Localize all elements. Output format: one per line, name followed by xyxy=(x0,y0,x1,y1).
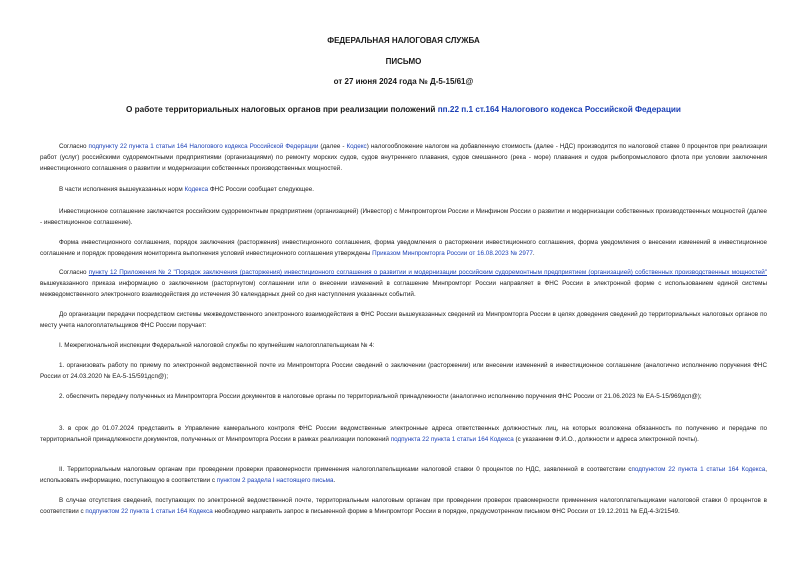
p11-text-1: II. Территориальным налоговым органам при проведении проверки правомерности применения налогоплательщиками налоговой ставки 0 процентов по НДС, заявленной в соответствии с xyxy=(59,466,632,473)
p2-text-1: В части исполнения вышеуказанных норм xyxy=(59,186,185,193)
p12-text-2: необходимо направить запрос в письменной форме в Минпромторг России в порядке, предусмотренном письмом ФНС России от 19.12.2011 № ЕД-4-3/21549. xyxy=(212,508,680,515)
p11-text-2: , использовать информацию, поступающую в соответствии с xyxy=(40,466,767,484)
p11-text-3: . xyxy=(333,477,336,484)
paragraph-10 xyxy=(40,423,767,445)
p10-code-article-link[interactable]: подпункта 22 пункта 1 статьи 164 Кодекса xyxy=(390,436,514,443)
p10-text-2: (с указанием Ф.И.О., должности и адреса электронной почты). xyxy=(513,436,699,443)
org-heading: ФЕДЕРАЛЬНАЯ НАЛОГОВАЯ СЛУЖБА xyxy=(327,36,480,45)
title-code-link[interactable]: пп.22 п.1 ст.164 Налогового кодекса Российской Федерации xyxy=(437,105,681,114)
date-number-heading: от 27 июня 2024 года № Д-5-15/61@ xyxy=(333,77,474,86)
p5-appendix-link[interactable]: пункту 12 Приложения № 2 "Порядок заключения (расторжения) инвестиционного соглашения о развитии и модернизации российским судоремонтным предприятием (организацией) собственных производственных мощностей" xyxy=(88,269,768,276)
paragraph-6 xyxy=(40,309,767,331)
p1-text-2: (далее - xyxy=(318,143,347,150)
p1-text-3: ) налогообложение налогом на добавленную стоимость (далее - НДС) производится по налоговой ставке 0 процентов при реализации работ (услуг) российскими судоремонтными предприятиями (организациями) по ремонту морских судов, судов внутреннего плавания, судов смешанного (река - море) плавания и судов рыбопромыслового флота при условии заключения инвестиционного соглашения о развитии и модернизации собственных производственных мощностей. xyxy=(40,143,768,172)
p1-text-1: Согласно xyxy=(59,143,89,150)
p4-order-link[interactable]: Приказом Минпромторга России от 16.08.2023 № 2977 xyxy=(372,250,533,257)
p9-text-1: 2. обеспечить передачу полученных из Минпромторга России документов в налоговые органы по территориальной принадлежности (аналогично исполнению поручения ФНС России от 21.06.2023 № ЕА-5-15/969дсп@); xyxy=(59,393,702,400)
title-prefix: О работе территориальных налоговых органов при реализации положений xyxy=(126,105,438,114)
p12-code-article-link[interactable]: подпунктом 22 пункта 1 статьи 164 Кодекса xyxy=(85,508,213,515)
paragraph-8 xyxy=(40,360,767,382)
p10-text-1: 3. в срок до 01.07.2024 представить в Управление камерального контроля ФНС России ведомственные электронные адреса ответственных должностных лиц, на которых возложена обязанность по получению и передаче по территориальной принадлежности документов, полученных от Минпромторга России в рамках реализации положений xyxy=(40,425,767,443)
paragraph-12 xyxy=(40,495,767,517)
p11-code-article-link[interactable]: подпунктом 22 пункта 1 статьи 164 Кодекса xyxy=(631,466,766,473)
p12-text-1: В случае отсутствия сведений, поступающих по электронной ведомственной почте, территориальным налоговым органам при проведении проверок правомерности применения налогоплательщиками налоговой ставки 0 процентов в соответствии с xyxy=(40,497,767,515)
paragraph-3 xyxy=(40,206,767,228)
paragraph-2 xyxy=(40,184,767,195)
p2-code-link[interactable]: Кодекса xyxy=(184,186,209,193)
p2-text-2: ФНС России сообщает следующее. xyxy=(208,186,315,193)
paragraph-4 xyxy=(40,237,767,259)
p8-text-1: 1. организовать работу по приему по электронной ведомственной почте из Минпромторга России сведений о заключении (расторжении) или внесении изменений в инвестиционное соглашение (аналогично исполнению поручения ФНС России от 24.03.2020 № ЕА-5-15/591дсп@); xyxy=(40,362,767,380)
p4-text-1: Форма инвестиционного соглашения, порядок заключения (расторжения) инвестиционного соглашения, форма уведомления о расторжении инвестиционного соглашения, форма уведомления о внесении изменений в инвестиционное соглашение и порядок проведения мониторинга выполнения условий инвестиционного соглашения утверждены xyxy=(40,239,767,257)
paragraph-5 xyxy=(40,267,767,300)
p1-code-article-link[interactable]: подпункту 22 пункта 1 статьи 164 Налогового кодекса Российской Федерации xyxy=(88,143,319,150)
document-title xyxy=(0,105,807,114)
paragraph-9 xyxy=(40,391,767,402)
p1-code-link[interactable]: Кодекс xyxy=(346,143,367,150)
p3-text-1: Инвестиционное соглашение заключается российским судоремонтным предприятием (организацией) (Инвестор) с Минпромторгом России и Минфином России о развитии и модернизации собственных производственных мощностей (далее - инвестиционное соглашение). xyxy=(40,208,767,226)
paragraph-1 xyxy=(40,141,767,174)
paragraph-7 xyxy=(40,340,767,351)
p7-text-1: I. Межрегиональной инспекции Федеральной налоговой службы по крупнейшим налогоплательщикам № 4: xyxy=(59,342,375,349)
paragraph-11 xyxy=(40,464,767,486)
p6-text-1: До организации передачи посредством системы межведомственного электронного взаимодействия в ФНС России вышеуказанных сведений из Минпромторга России в целях доведения сведений до территориальных налоговых органов по месту учета налогоплательщиков ФНС России поручает: xyxy=(40,311,767,329)
p5-text-2: вышеуказанного приказа информацию о заключенном (расторгнутом) соглашении или о внесении изменений в соглашение Минпромторг России направляет в ФНС России в электронной форме с использованием единой системы межведомственного электронного взаимодействия до истечения 30 календарных дней со дня наступления указанных событий. xyxy=(40,280,767,298)
p4-text-2: . xyxy=(532,250,535,257)
p11-letter-section-link[interactable]: пунктом 2 раздела I настоящего письма xyxy=(216,477,334,484)
doc-type-heading: ПИСЬМО xyxy=(385,57,422,66)
p5-text-1: Согласно xyxy=(59,269,89,276)
